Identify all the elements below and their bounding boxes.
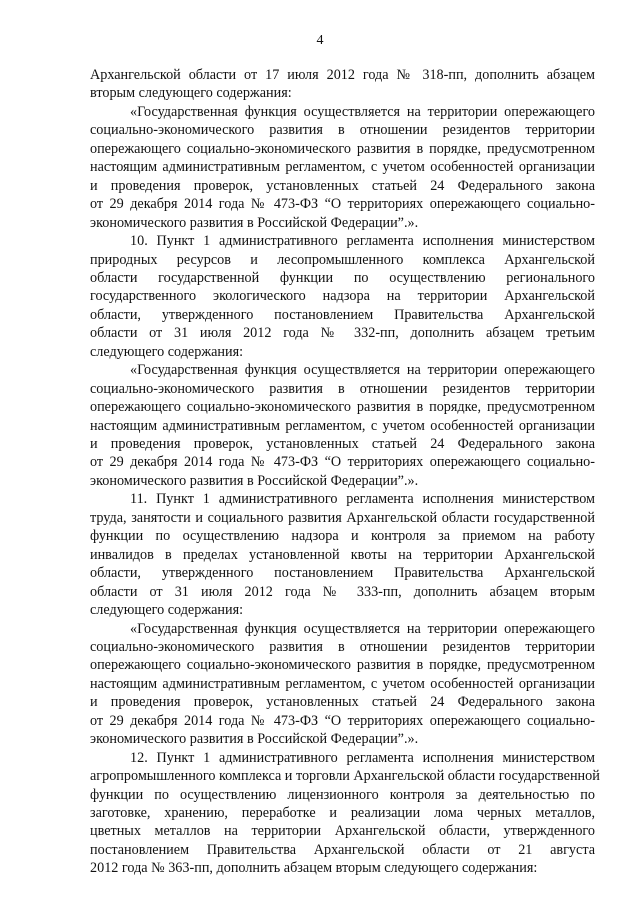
text-line: от 29 декабря 2014 года № 473-ФЗ “О территориях опережающего социально-: [90, 454, 595, 470]
page-number: 4: [316, 33, 324, 48]
text-line: следующего содержания:: [90, 602, 244, 618]
text-line: социально-экономического развития в отношении резидентов территории: [90, 122, 595, 138]
text-line: и проведения проверок, установленных статьей 24 Федерального закона: [90, 178, 595, 194]
text-line: социально-экономического развития в отношении резидентов территории: [90, 381, 595, 397]
text-line: труда, занятости и социального развития Архангельской области государственной: [90, 510, 595, 526]
text-line: природных ресурсов и лесопромышленного комплекса Архангельской: [90, 252, 595, 268]
text-line: опережающего социально-экономического развития в порядке, предусмотренном: [90, 399, 595, 415]
text-line: настоящим административным регламентом, с учетом особенностей организации: [90, 676, 595, 692]
text-line: настоящим административным регламентом, с учетом особенностей организации: [90, 159, 595, 175]
text-line: агропромышленного комплекса и торговли Архангельской области государственной: [90, 768, 600, 784]
text-line: следующего содержания:: [90, 344, 244, 360]
text-line: экономического развития в Российской Федерации”.».: [90, 215, 419, 231]
text-line: экономического развития в Российской Федерации”.».: [90, 731, 419, 747]
text-line: инвалидов в пределах установленной квоты на территории Архангельской: [90, 547, 595, 563]
text-line: опережающего социально-экономического развития в порядке, предусмотренном: [90, 141, 595, 157]
text-line: «Государственная функция осуществляется на территории опережающего: [130, 621, 595, 637]
text-line: функции по осуществлению надзора и контроля за приемом на работу: [90, 528, 595, 544]
text-line: области от 31 июля 2012 года № 333-пп, дополнить абзацем вторым: [90, 584, 595, 600]
text-line: области государственной функции по осуществлению регионального: [90, 270, 595, 286]
text-line: и проведения проверок, установленных статьей 24 Федерального закона: [90, 436, 595, 452]
text-line: «Государственная функция осуществляется на территории опережающего: [130, 362, 595, 378]
text-line: 2012 года № 363-пп, дополнить абзацем вторым следующего содержания:: [90, 860, 538, 876]
text-line: социально-экономического развития в отношении резидентов территории: [90, 639, 595, 655]
text-line: от 29 декабря 2014 года № 473-ФЗ “О территориях опережающего социально-: [90, 196, 595, 212]
text-line: 12. Пункт 1 административного регламента исполнения министерством: [130, 750, 595, 766]
text-line: постановлением Правительства Архангельской области от 21 августа: [90, 842, 595, 858]
text-line: области, утвержденного постановлением Правительства Архангельской: [90, 565, 595, 581]
text-line: 10. Пункт 1 административного регламента исполнения министерством: [130, 233, 595, 249]
text-line: заготовке, хранению, переработке и реализации лома черных металлов,: [90, 805, 595, 821]
text-line: государственного экологического надзора на территории Архангельской: [90, 288, 595, 304]
text-line: от 29 декабря 2014 года № 473-ФЗ “О территориях опережающего социально-: [90, 713, 595, 729]
text-line: функции по осуществлению лицензионного контроля за деятельностью по: [90, 787, 595, 803]
text-line: области от 31 июля 2012 года № 332-пп, дополнить абзацем третьим: [90, 325, 595, 341]
text-line: области, утвержденного постановлением Правительства Архангельской: [90, 307, 595, 323]
text-line: опережающего социально-экономического развития в порядке, предусмотренном: [90, 657, 595, 673]
text-line: вторым следующего содержания:: [90, 85, 292, 101]
text-line: настоящим административным регламентом, с учетом особенностей организации: [90, 418, 595, 434]
text-line: и проведения проверок, установленных статьей 24 Федерального закона: [90, 694, 595, 710]
text-line: «Государственная функция осуществляется на территории опережающего: [130, 104, 595, 120]
text-line: экономического развития в Российской Федерации”.».: [90, 473, 419, 489]
text-line: Архангельской области от 17 июля 2012 года № 318-пп, дополнить абзацем: [90, 67, 595, 83]
text-line: 11. Пункт 1 административного регламента исполнения министерством: [130, 491, 595, 507]
text-line: цветных металлов на территории Архангельской области, утвержденного: [90, 823, 595, 839]
